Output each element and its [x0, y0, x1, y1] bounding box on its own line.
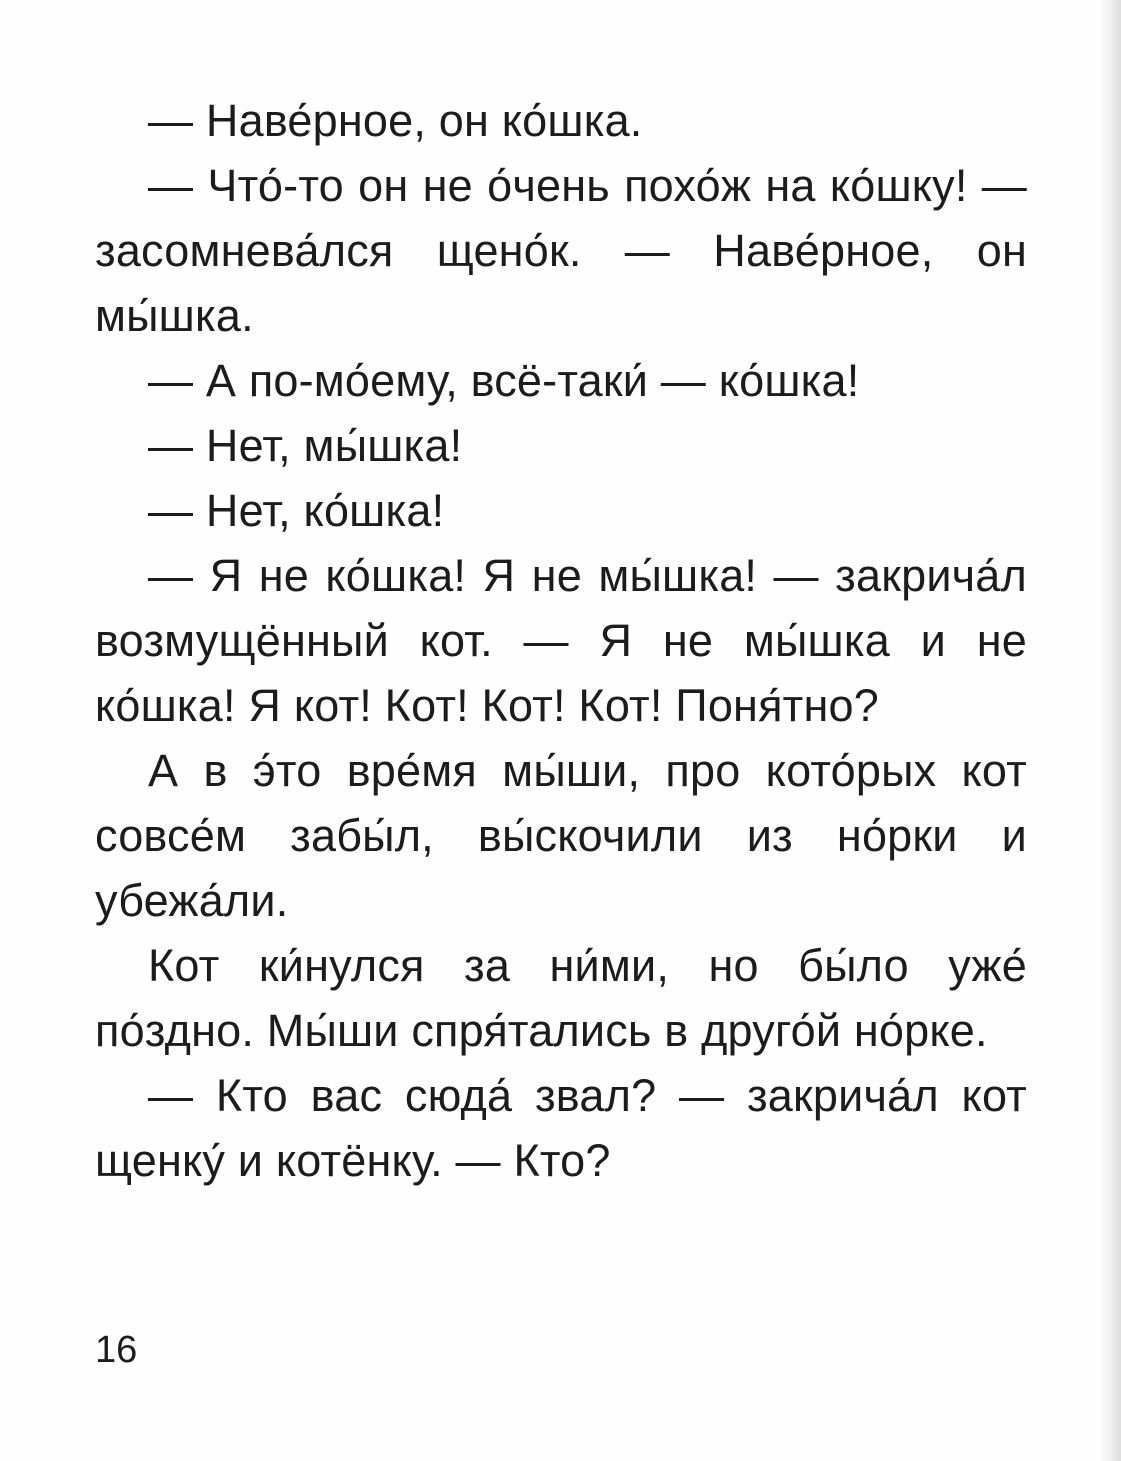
paragraph-5: — Нет, ко́шка!: [148, 485, 445, 536]
page-number: 16: [95, 1329, 138, 1371]
paragraph-8: Кот ки́нулся за ни́ми, но бы́ло уже́ по́здно. Мы́ши спря́тались в друго́й но́рке.: [95, 940, 1027, 1056]
paragraph-6: — Я не ко́шка! Я не мы́шка! — закрича́л возмущённый кот. — Я не мы́шка и не ко́шка! Я кот! Кот! Кот! Кот! Поня́тно?: [95, 550, 1027, 731]
page-edge-shadow: [1099, 0, 1121, 1461]
paragraph-7: А в э́то вре́мя мы́ши, про кото́рых кот совсе́м забы́л, вы́скочили из но́рки и убежа́ли.: [95, 745, 1027, 926]
paragraph-4: — Нет, мы́шка!: [148, 420, 463, 471]
paragraph-2: — Что́-то он не о́чень похо́ж на ко́шку! — засомнева́лся щено́к. — Наве́рное, он мы́шка.: [95, 160, 1027, 341]
paragraph-9: — Кто вас сюда́ звал? — закрича́л кот щенку́ и котёнку. — Кто?: [95, 1070, 1027, 1186]
story-text: [95, 88, 1027, 1193]
paragraph-1: — Наве́рное, он ко́шка.: [148, 95, 643, 146]
paragraph-3: — А по-мо́ему, всё-таки́ — ко́шка!: [148, 355, 860, 406]
